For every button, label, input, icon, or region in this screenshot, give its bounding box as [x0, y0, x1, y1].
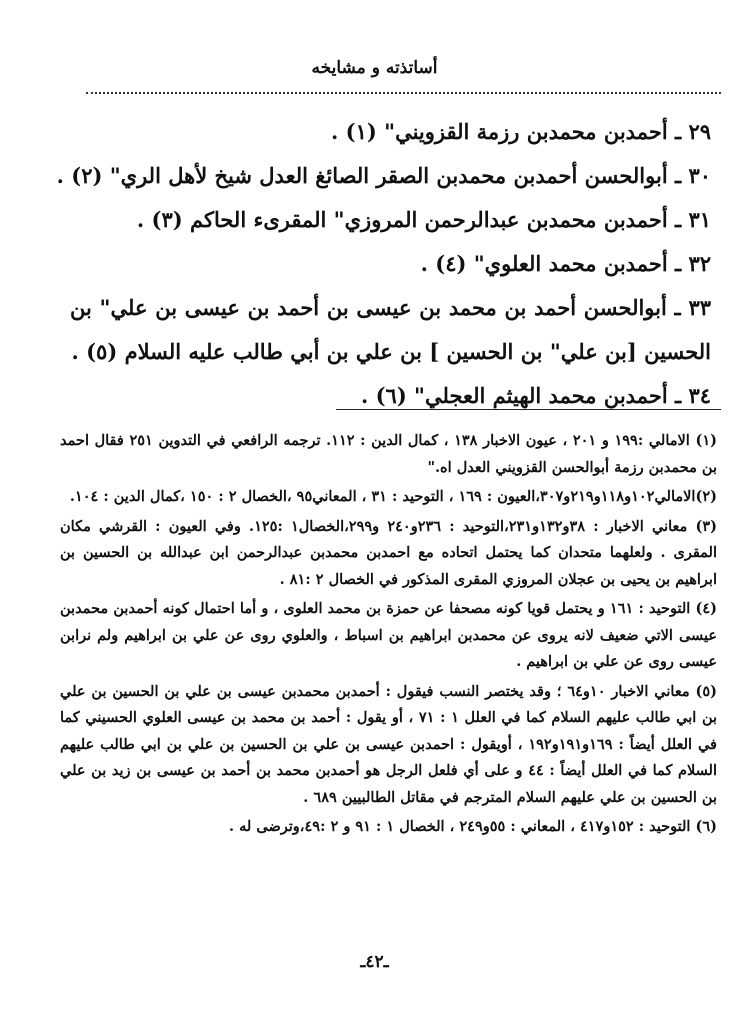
teacher-list — [56, 110, 711, 418]
footnote-2: (٢)الامالي١٠٢و١١٨و٢١٩و٣٠٧،العيون : ١٦٩ ، التوحيد : ٣١ ، المعاني٩٥ ،الخصال ٢ : ١٥٠ ،كمال الدين : ١٠٤. — [69, 488, 717, 505]
page-number: ـ٤٢ـ — [360, 952, 389, 972]
teacher-entry-34: ٣٤ ـ أحمدبن محمد الهيثم العجلي" (٦) . — [360, 383, 711, 408]
footnote-5: (٥) معاني الاخبار ١٠و٦٤ ؛ وقد يختصر النسب فيقول : أحمدبن محمدبن عيسى بن علي بن الحسين بن علي بن ابي طالب عليهم السلام كما في العلل ١ : ٧١ ، أو يقول : أحمد بن محمد بن عيسى العلوي الحسيني كما في العلل أيضاً : ١٦٩و١٩١و١٩٢ ، أويقول : احمدبن عيسى بن علي بن الحسين بن علي بن ابي طالب عليهم السلام كما في العلل أيضاً : ٤٤ و على أي فلعل الرجل هو أحمدبن محمد بن أحمد بن عيسى بن زيد بن علي بن الحسين بن علي عليهم السلام المترجم في مقاتل الطالبيين ٦٨٩ . — [60, 682, 718, 806]
teacher-entry-31: ٣١ ـ أحمدبن محمدبن عبدالرحمن المروزي" المقرىء الحاكم (٣) . — [136, 207, 711, 232]
footnote-separator — [336, 409, 721, 410]
footnote-4: (٤) التوحيد : ١٦١ و يحتمل قويا كونه مصحفا عن حمزة بن محمد العلوى ، و أما احتمال كونه أحمدبن محمدبن عيسى الاتي ضعيف لانه يروى عن محمدبن ابراهيم بن اسباط ، والعلوي روى عن علي بن ابراهيم ولم نرابن عيسى روى عن علي بن ابراهيم . — [60, 600, 718, 670]
teacher-entry-32: ٣٢ ـ أحمدبن محمد العلوي" (٤) . — [420, 251, 711, 276]
footnotes — [60, 428, 717, 844]
teacher-entry-29: ٢٩ ـ أحمدبن محمدبن رزمة القزويني" (١) . — [331, 119, 711, 144]
teacher-entry-30: ٣٠ ـ أبوالحسن أحمدبن محمدبن الصقر الصائغ العدل شيخ لأهل الري" (٢) . — [56, 163, 711, 188]
footnote-1: (١) الامالي :١٩٩ و ٢٠١ ، عيون الاخبار ١٣٨ ، كمال الدين : ١١٢. ترجمه الرافعي في التدوين ٢٥١ فقال احمد بن محمدبن رزمة أبوالحسن القزويني العدل اه." — [60, 432, 717, 476]
footnote-3: (٣) معاني الاخبار : ٣٨و١٣٢و٢٣١،التوحيد : ٢٣٦و٢٤٠ و٢٩٩،الخصال١ :١٢٥. وفي العيون : القرشي مكان المقرى . ولعلهما متحدان كما يحتمل اتحاده مع احمدبن محمدبن عبدالرحمن ابن عبدالله بن الحسين بن ابراهيم بن يحيى بن عجلان المروزي المقرى المذكور في الخصال ٢ :٨١ . — [60, 517, 717, 588]
teacher-entry-33: ٣٣ ـ أبوالحسن أحمد بن محمد بن عيسى بن أحمد بن عيسى بن علي" بن الحسين [بن علي" بن الحسين ] بن علي بن أبي طالب عليه السلام (٥) . — [70, 295, 711, 364]
header-dotted-rule — [86, 92, 721, 94]
running-header: أساتذته و مشايخه — [311, 58, 438, 78]
footnote-6: (٦) التوحيد : ١٥٢و٤١٧ ، المعاني : ٥٥و٢٤٩ ، الخصال ١ : ٩١ و ٢ :٤٩،وترضى له . — [229, 818, 717, 835]
